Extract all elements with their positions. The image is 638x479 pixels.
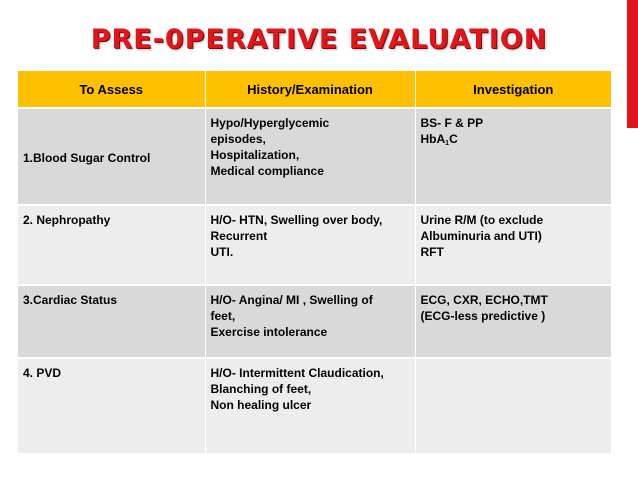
hba1c-line	[421, 131, 607, 152]
slide-title: PRE-0PERATIVE EVALUATION	[90, 24, 548, 55]
header-investigation: Investigation	[415, 71, 611, 108]
cell-line: RFT	[420, 245, 444, 259]
cell-history	[205, 285, 415, 358]
cell-investigation	[415, 108, 611, 205]
cell-line: Albuminuria and UTI)	[420, 229, 542, 243]
cell-history	[205, 358, 415, 453]
hba-prefix: HbA	[420, 132, 446, 146]
cell-line: UTI.	[210, 245, 234, 259]
cell-assess: 4. PVD	[18, 358, 205, 453]
header-history-examination: History/Examination	[205, 71, 415, 108]
cell-line: H/O- Angina/ MI , Swelling of	[210, 293, 373, 307]
accent-bar	[627, 0, 638, 128]
cell-history	[205, 205, 415, 285]
hba-suffix: C	[449, 132, 458, 146]
cell-investigation	[415, 205, 611, 285]
cell-line: Blanching of feet,	[210, 382, 312, 396]
cell-assess: 3.Cardiac Status	[18, 285, 205, 358]
table-row-nephropathy	[18, 205, 611, 285]
cell-history	[205, 108, 415, 205]
cell-line: Non healing ulcer	[210, 398, 312, 412]
cell-line: Hospitalization,	[210, 148, 300, 162]
cell-investigation-empty	[415, 358, 611, 453]
table-row-cardiac	[18, 285, 611, 358]
cell-line: episodes,	[210, 132, 266, 146]
hba-subscript: 1	[445, 140, 450, 147]
cell-assess: 2. Nephropathy	[18, 205, 205, 285]
cell-line: Recurrent	[210, 229, 268, 243]
evaluation-table	[18, 71, 611, 453]
cell-line: Medical compliance	[210, 164, 324, 178]
table-header-row	[18, 71, 611, 108]
cell-line: H/O- Intermittent Claudication,	[210, 366, 384, 380]
cell-line: Hypo/Hyperglycemic	[210, 116, 330, 130]
cell-line: ECG, CXR, ECHO,TMT	[420, 293, 548, 307]
cell-assess: 1.Blood Sugar Control	[18, 108, 205, 205]
table-row-pvd	[18, 358, 611, 453]
cell-line: (ECG-less predictive )	[420, 309, 546, 323]
cell-line: H/O- HTN, Swelling over body,	[210, 213, 383, 227]
cell-line: Exercise intolerance	[210, 325, 328, 339]
header-to-assess: To Assess	[18, 71, 205, 108]
table-row-blood-sugar	[18, 108, 611, 205]
cell-line: BS- F & PP	[420, 116, 484, 130]
cell-investigation	[415, 285, 611, 358]
cell-line: Urine R/M (to exclude	[420, 213, 544, 227]
cell-line: feet,	[210, 309, 236, 323]
